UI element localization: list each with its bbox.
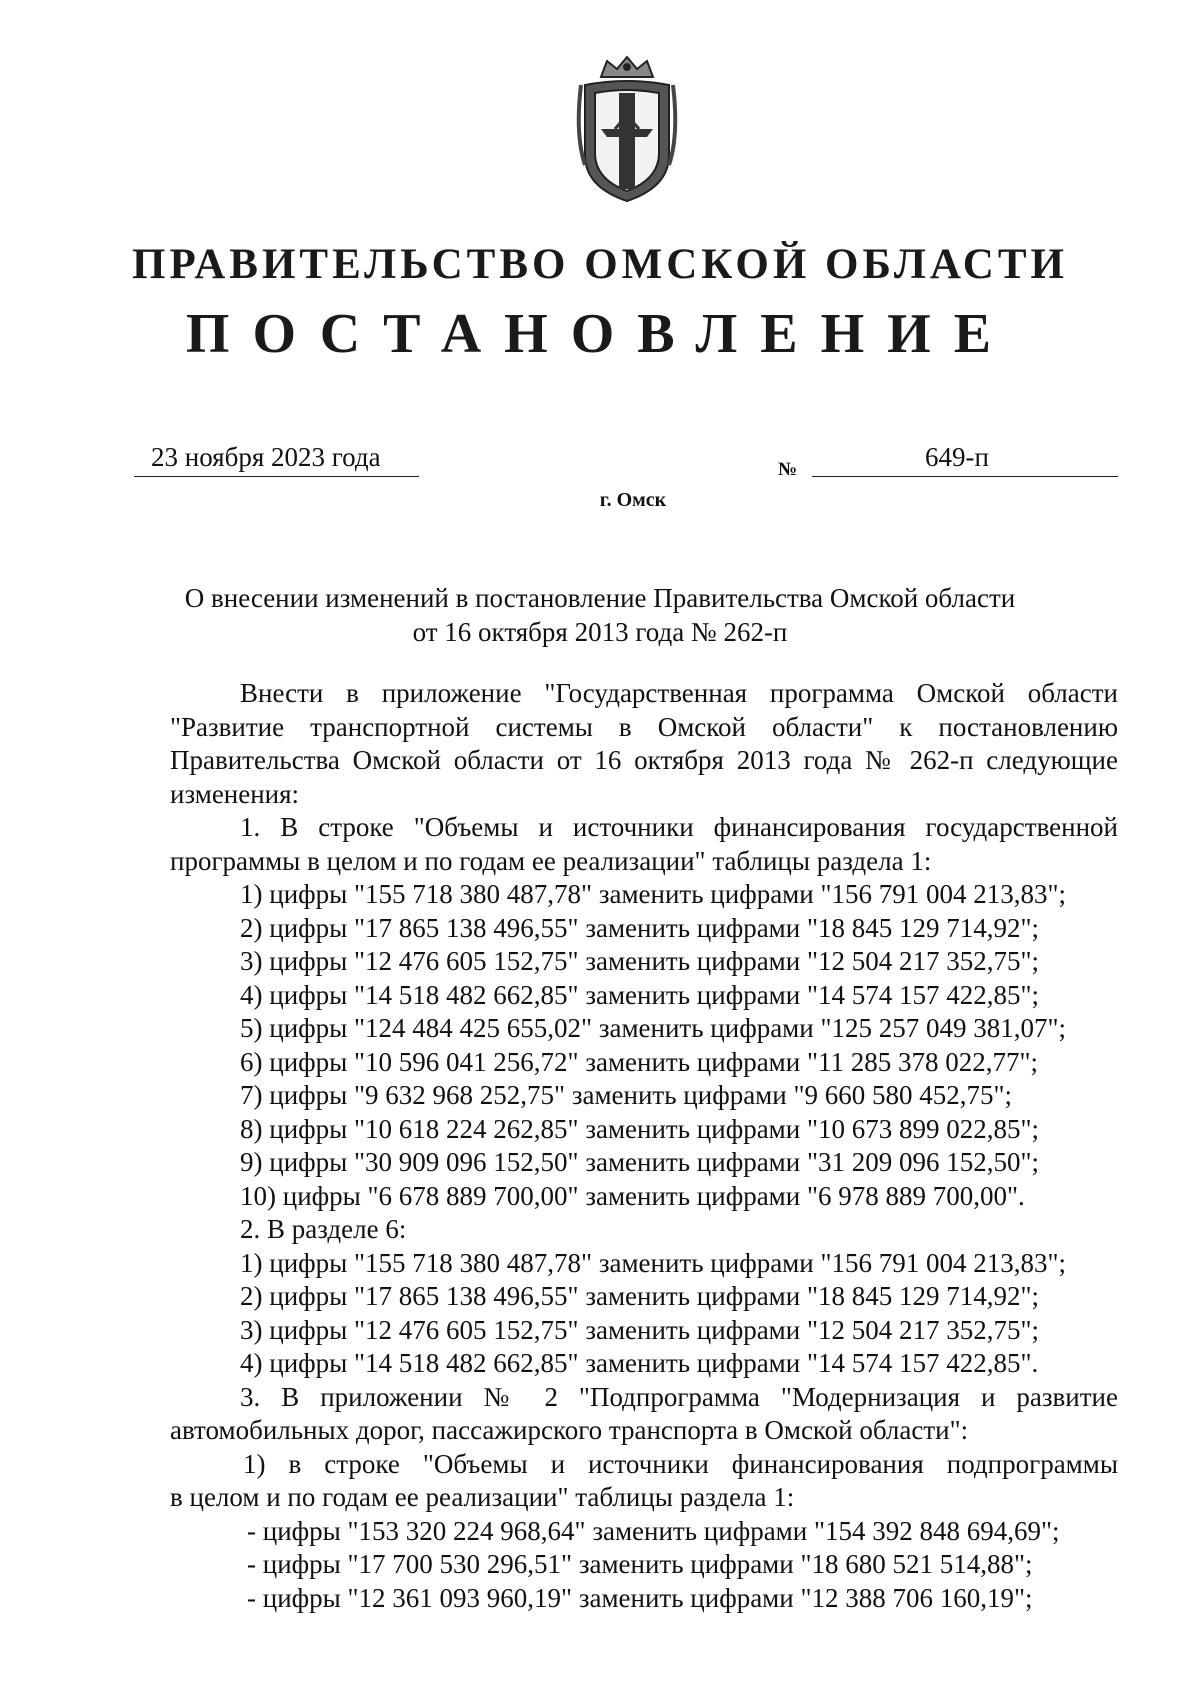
list-item: 7) цифры "9 632 968 252,75" заменить цифрами "9 660 580 452,75";	[240, 1080, 1013, 1110]
list-item: 8) цифры "10 618 224 262,85" заменить цифрами "10 673 899 022,85";	[240, 1113, 1040, 1144]
list-item: - цифры "153 320 224 968,64" заменить цифрами "154 392 848 694,69";	[247, 1515, 1060, 1546]
title-line: от 16 октября 2013 года № 262-п	[412, 617, 788, 647]
list-item: 9) цифры "30 909 096 152,50" заменить цифрами "31 209 096 152,50";	[240, 1147, 1040, 1177]
intro-line: "Развитие транспортной системы в Омской области" к постановлению	[170, 711, 1118, 742]
item2-heading: 2. В разделе 6:	[240, 1214, 407, 1244]
item3-sub1-line: 1) в строке "Объемы и источники финансирования подпрограммы	[243, 1448, 1118, 1479]
organization-name: ПРАВИТЕЛЬСТВО ОМСКОЙ ОБЛАСТИ	[132, 241, 1068, 288]
document-date: 23 ноября 2023 года	[151, 442, 381, 472]
list-item: - цифры "17 700 530 296,51" заменить цифрами "18 680 521 514,88";	[247, 1549, 1033, 1579]
list-item: 2) цифры "17 865 138 496,55" заменить цифрами "18 845 129 714,92";	[240, 1281, 1040, 1311]
number-underline	[812, 476, 1118, 477]
item3-sub1-line: в целом и по годам ее реализации" таблицы раздела 1:	[170, 1482, 795, 1512]
list-item: 1) цифры "155 718 380 487,78" заменить цифрами "156 791 004 213,83";	[240, 879, 1067, 909]
item1-line: программы в целом и по годам ее реализации" таблицы раздела 1:	[170, 845, 932, 876]
document-type: ПОСТАНОВЛЕНИЕ	[185, 303, 1015, 365]
document-body	[170, 677, 1118, 1615]
number-sign: №	[778, 459, 798, 480]
list-item: 10) цифры "6 678 889 700,00" заменить цифрами "6 978 889 700,00".	[240, 1180, 1025, 1211]
list-item: 6) цифры "10 596 041 256,72" заменить цифрами "11 285 378 022,77";	[240, 1046, 1039, 1077]
item3-line: 3. В приложении № 2 "Подпрограмма "Модернизация и развитие	[240, 1381, 1118, 1412]
intro-line: Внести в приложение "Государственная программа Омской области	[240, 678, 1118, 708]
document-title	[0, 581, 1200, 649]
city: г. Омск	[599, 489, 667, 511]
intro-line: изменения:	[170, 778, 300, 809]
list-item: 2) цифры "17 865 138 496,55" заменить цифрами "18 845 129 714,92";	[240, 912, 1040, 943]
intro-line: Правительства Омской области от 16 октября 2013 года № 262-п следующие	[170, 745, 1118, 775]
list-item: 1) цифры "155 718 380 487,78" заменить цифрами "156 791 004 213,83";	[240, 1247, 1067, 1278]
list-item: 3) цифры "12 476 605 152,75" заменить цифрами "12 504 217 352,75";	[240, 1314, 1040, 1345]
list-item: 3) цифры "12 476 605 152,75" заменить цифрами "12 504 217 352,75";	[240, 946, 1040, 976]
document-number: 649-п	[925, 442, 989, 472]
coat-of-arms-icon	[571, 55, 683, 205]
item1-line: 1. В строке "Объемы и источники финансирования государственной	[240, 812, 1118, 842]
list-item: - цифры "12 361 093 960,19" заменить цифрами "12 388 706 160,19";	[247, 1582, 1033, 1613]
list-item: 4) цифры "14 518 482 662,85" заменить цифрами "14 574 157 422,85".	[240, 1348, 1039, 1378]
title-line: О внесении изменений в постановление Правительства Омской области	[184, 583, 1016, 613]
list-item: 5) цифры "124 484 425 655,02" заменить цифрами "125 257 049 381,07";	[240, 1013, 1067, 1043]
item3-line: автомобильных дорог, пассажирского транспорта в Омской области":	[170, 1415, 969, 1445]
list-item: 4) цифры "14 518 482 662,85" заменить цифрами "14 574 157 422,85";	[240, 979, 1040, 1010]
